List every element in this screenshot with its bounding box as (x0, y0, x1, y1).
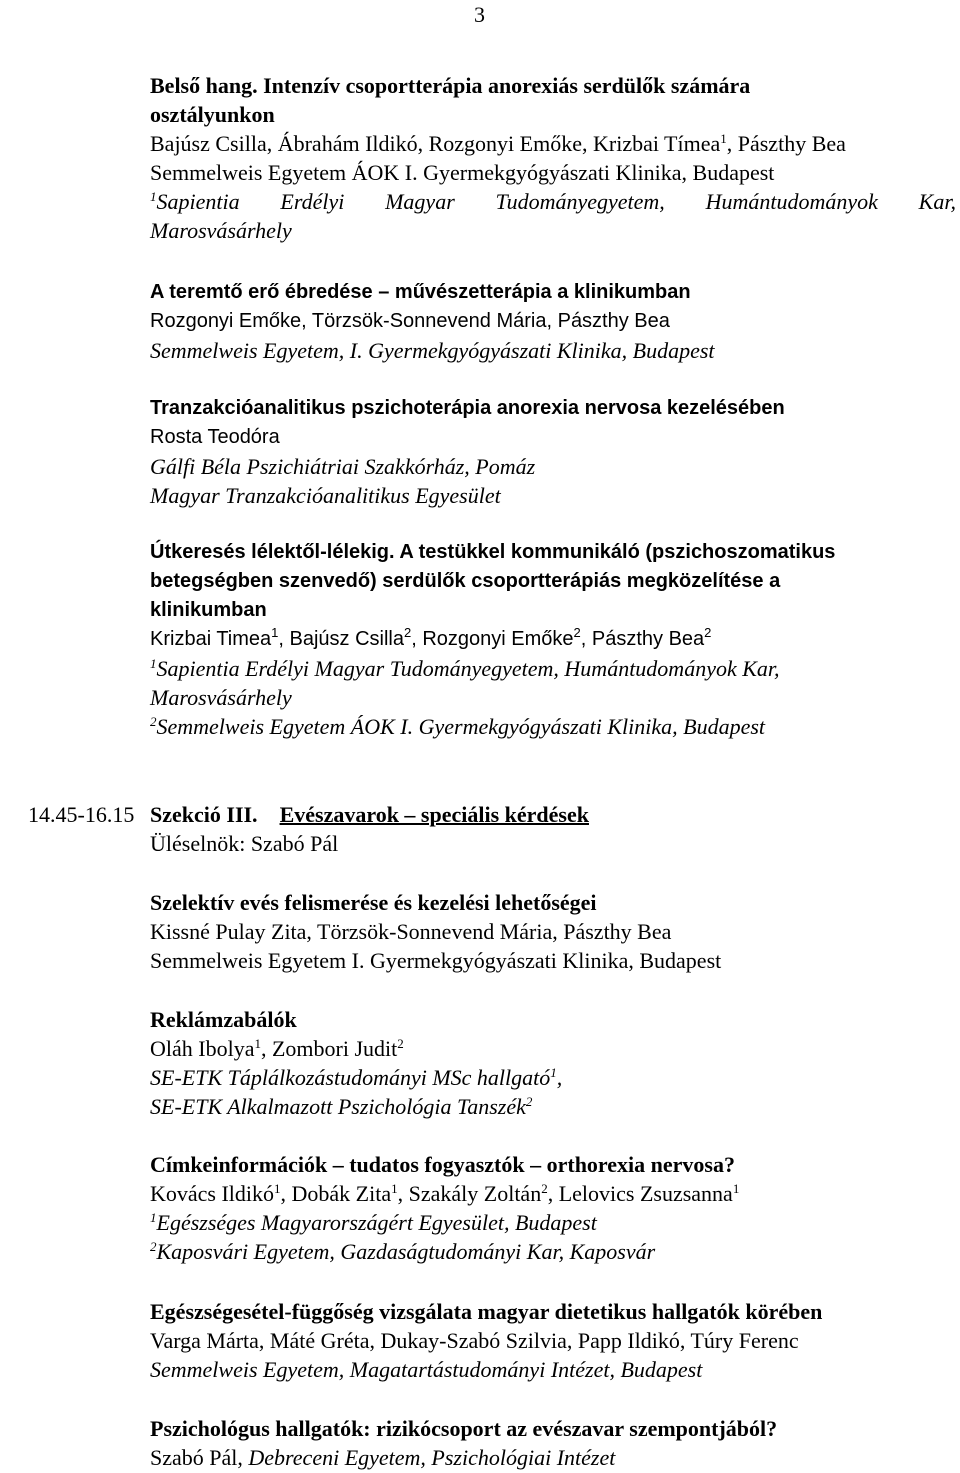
institution-word: $^1$Sapientia (150, 189, 240, 214)
abstract-authors: Rosta Teodóra (150, 426, 280, 448)
abstract-institution: $^2$Semmelweis Egyetem ÁOK I. Gyermekgyógyászati Klinika, Budapest (150, 714, 766, 739)
institution-word: Humántudományok (705, 189, 878, 214)
abstract-institution: Semmelweis Egyetem I. Gyermekgyógyászati Klinika, Budapest (150, 948, 722, 973)
abstract-institution: Magyar Tranzakcióanalitikus Egyesület (150, 483, 501, 508)
abstract-title: A teremtő erő ébredése – művészetterápia a klinikumban (150, 281, 691, 303)
abstract-title: Belső hang. Intenzív csoportterápia anorexiás serdülők számára (150, 73, 751, 98)
abstract-institution: SE-ETK Alkalmazott Pszichológia Tanszék$^2$ (150, 1094, 533, 1119)
abstract-title: Útkeresés lélektől-lélekig. A testükkel kommunikáló (pszichoszomatikus (150, 541, 836, 563)
session-time: 14.45-16.15 (28, 802, 135, 827)
session-heading (150, 800, 589, 829)
abstract-authors: Rozgonyi Emőke, Törzsök-Sonnevend Mária, Pászthy Bea (150, 310, 670, 332)
abstract-institution: Semmelweis Egyetem, Magatartástudományi Intézet, Budapest (150, 1357, 703, 1382)
abstract-authors: Oláh Ibolya$^1$, Zombori Judit$^2$ (150, 1036, 404, 1061)
institution-word: Erdélyi (280, 189, 345, 214)
abstract-institution: $^1$Egészséges Magyarországért Egyesület, Budapest (150, 1210, 597, 1235)
abstract-institution: $^2$Kaposvári Egyetem, Gazdaságtudományi Kar, Kaposvár (150, 1239, 656, 1264)
abstract-authors: Varga Márta, Máté Gréta, Dukay-Szabó Szilvia, Papp Ildikó, Túry Ferenc (150, 1328, 799, 1353)
abstract-title: Pszichológus hallgatók: rizikócsoport az evészavar szempontjából? (150, 1416, 778, 1441)
abstract-title-cont: klinikumban (150, 599, 267, 621)
abstract-institution: $^1$Sapientia Erdélyi Magyar Tudományegyetem, Humántudományok Kar, (150, 656, 780, 681)
page-number: 3 (474, 2, 485, 27)
abstract-title-cont: osztályunkon (150, 102, 275, 127)
abstract-authors: Kissné Pulay Zita, Törzsök-Sonnevend Mária, Pászthy Bea (150, 919, 672, 944)
abstract-title: Reklámzabálók (150, 1007, 297, 1032)
session-label: Szekció III. (150, 802, 258, 827)
abstract-authors: Szabó Pál, Debreceni Egyetem, Pszichológiai Intézet (150, 1445, 616, 1470)
session-title: Evészavarok – speciális kérdések (279, 802, 589, 827)
abstract-institution: SE-ETK Táplálkozástudományi MSc hallgató$^1$, (150, 1065, 563, 1090)
abstract-institution: Semmelweis Egyetem ÁOK I. Gyermekgyógyászati Klinika, Budapest (150, 160, 775, 185)
abstract-authors: Bajúsz Csilla, Ábrahám Ildikó, Rozgonyi Emőke, Krizbai Tímea$^1$, Pászthy Bea (150, 131, 846, 156)
abstract-institution-cont: Marosvásárhely (150, 685, 292, 710)
abstract-title: Címkeinformációk – tudatos fogyasztók – orthorexia nervosa? (150, 1152, 735, 1177)
abstract-title: Tranzakcióanalitikus pszichoterápia anorexia nervosa kezelésében (150, 397, 785, 419)
abstract-title: Szelektív evés felismerése és kezelési lehetőségei (150, 890, 597, 915)
institution-word: Magyar (385, 189, 455, 214)
abstract-institution-cont: Marosvásárhely (150, 218, 292, 243)
session-chair: Üléselnök: Szabó Pál (150, 831, 339, 856)
abstract-authors: Kovács Ildikó$^1$, Dobák Zita$^1$, Szakály Zoltán$^2$, Lelovics Zsuzsanna$^1$ (150, 1181, 740, 1206)
abstract-authors: Krizbai Timea$^1$, Bajúsz Csilla$^2$, Rozgonyi Emőke$^2$, Pászthy Bea$^2$ (150, 625, 712, 650)
abstract-institution: Debreceni Egyetem, Pszichológiai Intézet (248, 1445, 616, 1470)
abstract-institution: Gálfi Béla Pszichiátriai Szakkórház, Pomáz (150, 454, 536, 479)
abstract-title-cont: betegségben szenvedő) serdülők csoportterápiás megközelítése a (150, 570, 781, 592)
abstract-title: Egészségesétel-függőség vizsgálata magyar dietetikus hallgatók körében (150, 1299, 823, 1324)
abstract-institution: Semmelweis Egyetem, I. Gyermekgyógyászati Klinika, Budapest (150, 338, 715, 363)
institution-word: Kar, (918, 189, 956, 214)
abstract-institution-justified (150, 187, 956, 216)
institution-word: Tudományegyetem, (495, 189, 665, 214)
